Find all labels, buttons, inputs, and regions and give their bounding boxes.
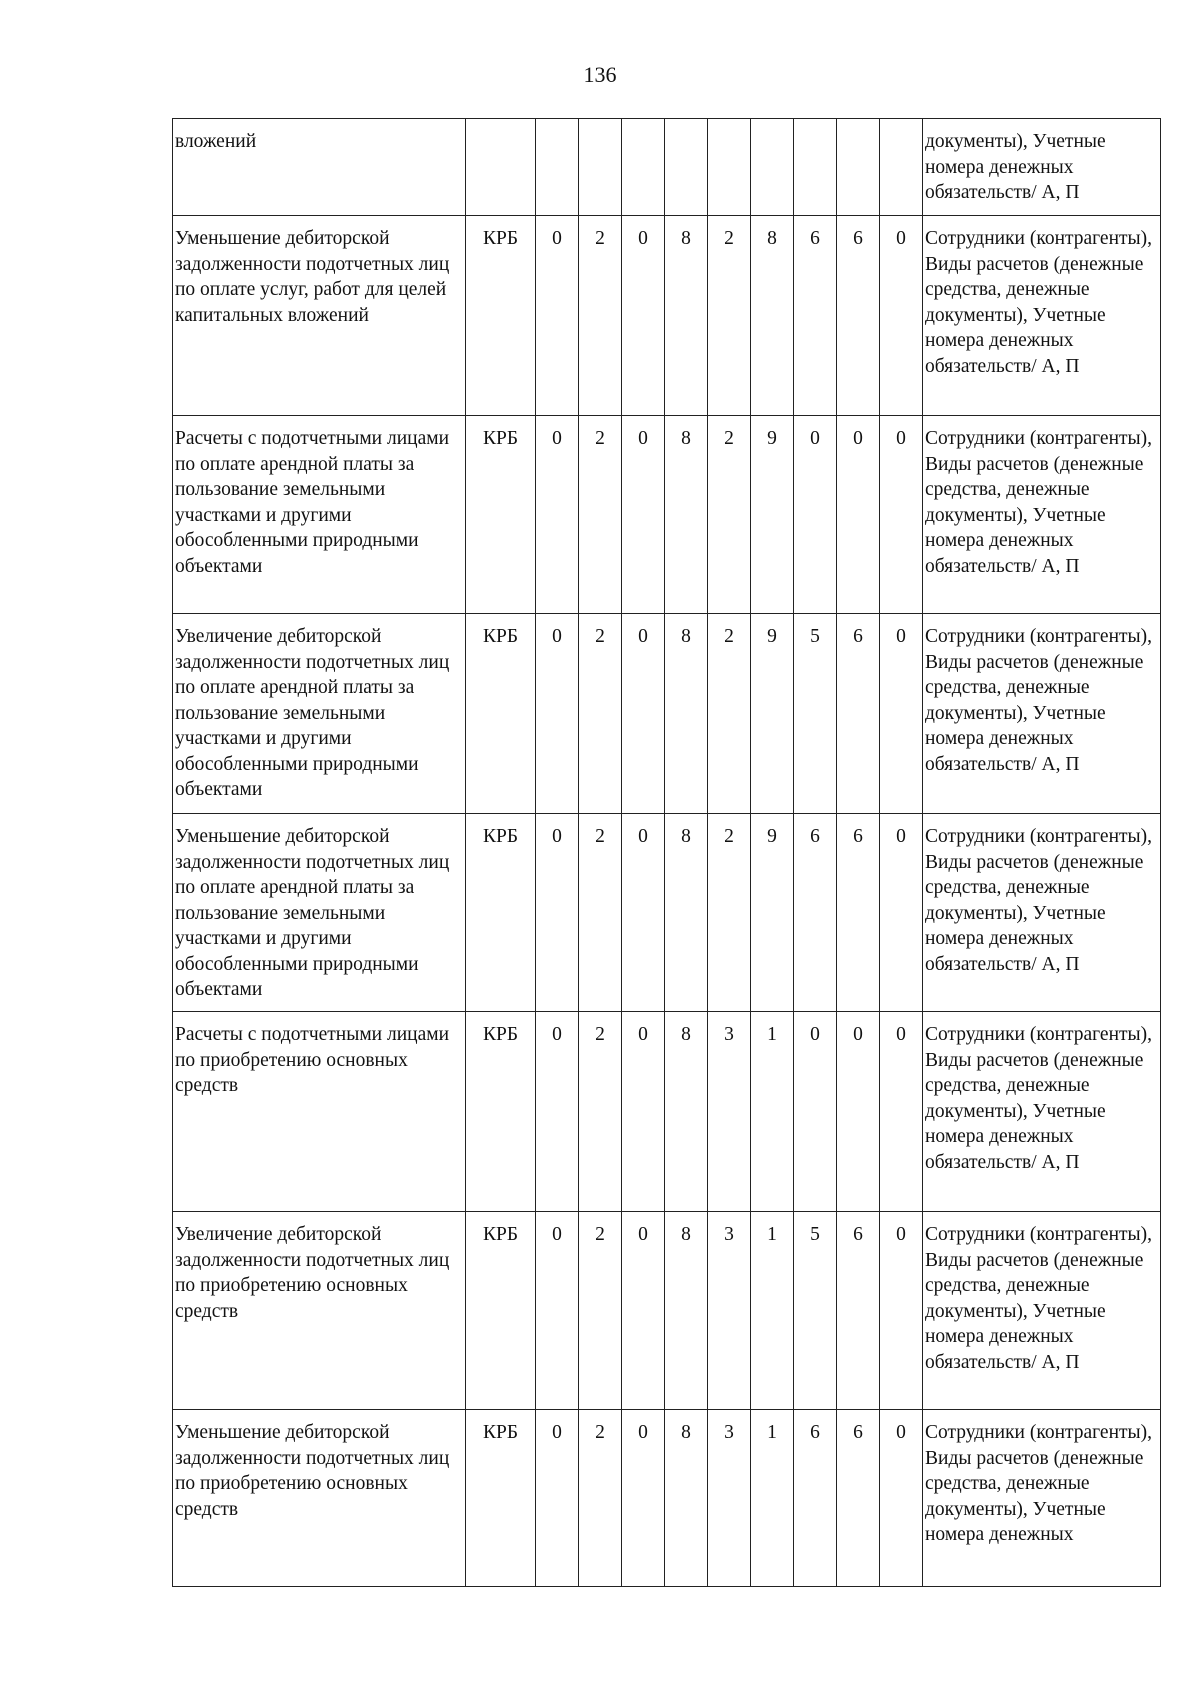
account-name-cell: Увеличение дебиторской задолженности подотчетных лиц по оплате арендной платы за пользование земельными участками и другими обособленными природными объектами [173,614,466,814]
account-code-digit: 3 [708,1410,751,1587]
account-code-digit: 2 [579,614,622,814]
account-code-digit: 0 [794,416,837,614]
account-code-digit: 0 [622,1410,665,1587]
account-kind-cell: КРБ [466,416,536,614]
account-code-digit: 2 [579,1410,622,1587]
account-code-digit: 0 [622,1212,665,1410]
table-row [173,614,1161,814]
account-code-digit: 5 [794,614,837,814]
account-code-digit: 2 [579,416,622,614]
table-body [173,119,1161,1587]
account-code-digit: 0 [880,814,923,1012]
account-code-digit: 6 [794,216,837,416]
account-name-cell: вложений [173,119,466,216]
account-code-digit: 2 [579,1012,622,1212]
analytics-cell: Сотрудники (контрагенты), Виды расчетов (денежные средства, денежные документы), Учетные номера денежных обязательств/ А, П [923,1212,1161,1410]
account-code-digit: 2 [708,216,751,416]
account-code-digit: 3 [708,1012,751,1212]
table-row [173,1212,1161,1410]
analytics-cell: Сотрудники (контрагенты), Виды расчетов (денежные средства, денежные документы), Учетные номера денежных [923,1410,1161,1587]
account-code-digit [665,119,708,216]
account-code-digit: 0 [837,1012,880,1212]
account-code-digit [708,119,751,216]
account-code-digit: 0 [622,614,665,814]
account-code-digit: 0 [880,1410,923,1587]
account-code-digit: 8 [751,216,794,416]
account-code-digit [880,119,923,216]
account-code-digit: 9 [751,416,794,614]
table-row [173,1410,1161,1587]
account-code-digit: 2 [579,216,622,416]
table-row [173,1012,1161,1212]
account-code-digit: 3 [708,1212,751,1410]
account-code-digit: 9 [751,814,794,1012]
account-code-digit: 1 [751,1212,794,1410]
account-code-digit: 0 [837,416,880,614]
account-name-cell: Расчеты с подотчетными лицами по приобретению основных средств [173,1012,466,1212]
account-code-digit: 8 [665,814,708,1012]
account-code-digit: 0 [622,416,665,614]
account-name-cell: Увеличение дебиторской задолженности подотчетных лиц по приобретению основных средств [173,1212,466,1410]
analytics-cell: документы), Учетные номера денежных обязательств/ А, П [923,119,1161,216]
account-kind-cell: КРБ [466,216,536,416]
account-code-digit: 0 [536,416,579,614]
account-code-digit: 0 [880,216,923,416]
account-name-cell: Уменьшение дебиторской задолженности подотчетных лиц по оплате услуг, работ для целей капитальных вложений [173,216,466,416]
account-code-digit: 0 [536,1212,579,1410]
account-code-digit: 6 [794,1410,837,1587]
account-code-digit: 0 [880,1212,923,1410]
analytics-cell: Сотрудники (контрагенты), Виды расчетов (денежные средства, денежные документы), Учетные номера денежных обязательств/ А, П [923,1012,1161,1212]
account-code-digit: 8 [665,416,708,614]
account-code-digit: 0 [536,614,579,814]
account-code-digit: 2 [708,814,751,1012]
account-code-digit: 0 [622,1012,665,1212]
account-code-digit: 0 [536,814,579,1012]
table-row [173,119,1161,216]
account-kind-cell [466,119,536,216]
account-code-digit: 6 [837,216,880,416]
account-code-digit: 8 [665,216,708,416]
analytics-cell: Сотрудники (контрагенты), Виды расчетов (денежные средства, денежные документы), Учетные номера денежных обязательств/ А, П [923,814,1161,1012]
account-code-digit: 6 [837,814,880,1012]
account-code-digit [579,119,622,216]
account-code-digit: 0 [536,1410,579,1587]
table-row [173,216,1161,416]
accounts-table [172,118,1161,1587]
account-code-digit [837,119,880,216]
account-code-digit: 8 [665,614,708,814]
account-name-cell: Расчеты с подотчетными лицами по оплате арендной платы за пользование земельными участками и другими обособленными природными объектами [173,416,466,614]
account-code-digit: 6 [837,614,880,814]
table-row [173,814,1161,1012]
account-code-digit [794,119,837,216]
account-code-digit: 0 [622,216,665,416]
account-kind-cell: КРБ [466,814,536,1012]
account-code-digit: 0 [880,416,923,614]
account-code-digit: 6 [837,1212,880,1410]
account-code-digit: 2 [708,614,751,814]
account-name-cell: Уменьшение дебиторской задолженности подотчетных лиц по оплате арендной платы за пользование земельными участками и другими обособленными природными объектами [173,814,466,1012]
account-kind-cell: КРБ [466,614,536,814]
account-code-digit: 2 [579,1212,622,1410]
account-code-digit: 8 [665,1212,708,1410]
analytics-cell: Сотрудники (контрагенты), Виды расчетов (денежные средства, денежные документы), Учетные номера денежных обязательств/ А, П [923,216,1161,416]
account-code-digit [622,119,665,216]
account-code-digit: 0 [622,814,665,1012]
account-code-digit: 1 [751,1012,794,1212]
account-code-digit: 8 [665,1012,708,1212]
table-row [173,416,1161,614]
account-code-digit [536,119,579,216]
account-code-digit: 2 [579,814,622,1012]
account-code-digit: 9 [751,614,794,814]
account-code-digit: 0 [536,1012,579,1212]
account-code-digit: 6 [794,814,837,1012]
account-code-digit: 0 [536,216,579,416]
account-code-digit: 8 [665,1410,708,1587]
account-kind-cell: КРБ [466,1012,536,1212]
account-kind-cell: КРБ [466,1410,536,1587]
analytics-cell: Сотрудники (контрагенты), Виды расчетов (денежные средства, денежные документы), Учетные номера денежных обязательств/ А, П [923,416,1161,614]
account-kind-cell: КРБ [466,1212,536,1410]
account-code-digit [751,119,794,216]
account-name-cell: Уменьшение дебиторской задолженности подотчетных лиц по приобретению основных средств [173,1410,466,1587]
page-number: 136 [583,62,617,87]
account-code-digit: 1 [751,1410,794,1587]
account-code-digit: 2 [708,416,751,614]
account-code-digit: 6 [837,1410,880,1587]
account-code-digit: 0 [794,1012,837,1212]
account-code-digit: 5 [794,1212,837,1410]
account-code-digit: 0 [880,1012,923,1212]
account-code-digit: 0 [880,614,923,814]
analytics-cell: Сотрудники (контрагенты), Виды расчетов (денежные средства, денежные документы), Учетные номера денежных обязательств/ А, П [923,614,1161,814]
